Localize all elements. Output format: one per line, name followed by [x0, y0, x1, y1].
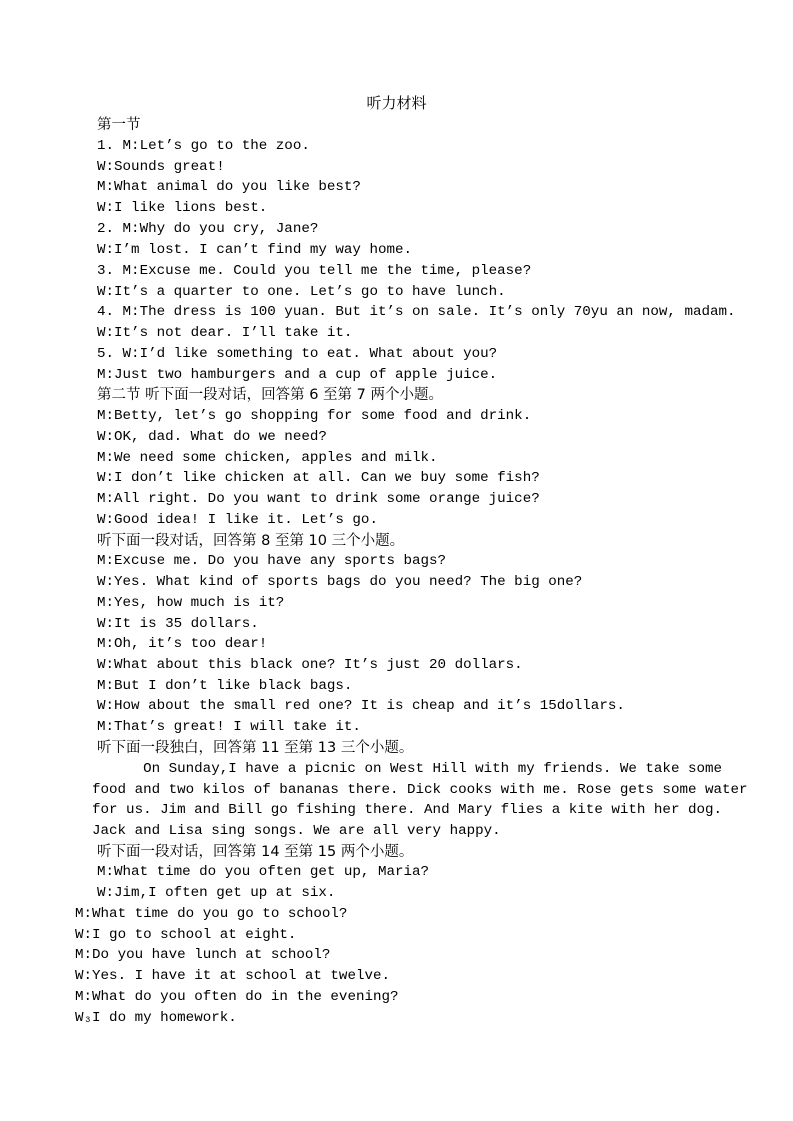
transcript-line: W:What about this black one? It’s just 20 dollars. — [97, 657, 523, 673]
monologue-line: for us. Jim and Bill go fishing there. And Mary flies a kite with her dog. — [92, 802, 723, 818]
transcript-line: W:Good idea! I like it. Let’s go. — [97, 512, 378, 528]
section-heading: 听下面一段对话，回答第 8 至第 10 三个小题。 — [97, 533, 405, 549]
transcript-line: M:What do you often do in the evening? — [75, 989, 399, 1005]
transcript-line: W:It’s a quarter to one. Let’s go to have lunch. — [97, 284, 506, 300]
transcript-line: M:What animal do you like best? — [97, 179, 361, 195]
transcript-line: M:What time do you go to school? — [75, 906, 348, 922]
transcript-line: M:Yes, how much is it? — [97, 595, 285, 611]
section-heading: 第一节 — [97, 117, 141, 133]
transcript-line: 4. M:The dress is 100 yuan. But it’s on sale. It’s only 70yu an now, madam. — [97, 304, 736, 320]
transcript-line: W:Yes. I have it at school at twelve. — [75, 968, 391, 984]
section-heading: 听下面一段对话，回答第 14 至第 15 两个小题。 — [97, 844, 414, 860]
transcript-line: W:I like lions best. — [97, 200, 268, 216]
transcript-line: W:It is 35 dollars. — [97, 616, 259, 632]
document-title: 听力材料 — [366, 94, 427, 112]
transcript-line: W:I go to school at eight. — [75, 927, 297, 943]
transcript-line: 2. M:Why do you cry, Jane? — [97, 221, 319, 237]
transcript-line: W:Yes. What kind of sports bags do you need? The big one? — [97, 574, 583, 590]
section-heading: 第二节 听下面一段对话，回答第 6 至第 7 两个小题。 — [97, 387, 443, 403]
transcript-line: M:That’s great! I will take it. — [97, 719, 361, 735]
transcript-line: M:Betty, let’s go shopping for some food and drink. — [97, 408, 532, 424]
monologue-line: food and two kilos of bananas there. Dick cooks with me. Rose gets some water — [92, 782, 748, 798]
transcript-line: M:Do you have lunch at school? — [75, 947, 331, 963]
transcript-line: W:Jim,I often get up at six. — [97, 885, 336, 901]
transcript-line: 1. M:Let’s go to the zoo. — [97, 138, 310, 154]
transcript-line: 3. M:Excuse me. Could you tell me the time, please? — [97, 263, 532, 279]
transcript-line: W:OK, dad. What do we need? — [97, 429, 327, 445]
transcript-line: W:How about the small red one? It is cheap and it’s 15dollars. — [97, 698, 625, 714]
transcript-line: 5. W:I’d like something to eat. What about you? — [97, 346, 498, 362]
transcript-line: W:I don’t like chicken at all. Can we buy some fish? — [97, 470, 540, 486]
transcript-line: M:But I don’t like black bags. — [97, 678, 353, 694]
transcript-line: M:We need some chicken, apples and milk. — [97, 450, 438, 466]
transcript-line: M:All right. Do you want to drink some orange juice? — [97, 491, 540, 507]
monologue-line: Jack and Lisa sing songs. We are all very happy. — [92, 823, 501, 839]
transcript-line: M:Oh, it’s too dear! — [97, 636, 268, 652]
transcript-line: M:What time do you often get up, Maria? — [97, 864, 430, 880]
transcript-line: W:It’s not dear. I’ll take it. — [97, 325, 353, 341]
section-heading: 听下面一段独白，回答第 11 至第 13 三个小题。 — [97, 740, 414, 756]
transcript-line: W:I’m lost. I can’t find my way home. — [97, 242, 413, 258]
transcript-line: W₃I do my homework. — [75, 1010, 237, 1026]
monologue-line: On Sunday,I have a picnic on West Hill with my friends. We take some — [92, 761, 723, 777]
transcript-line: M:Just two hamburgers and a cup of apple juice. — [97, 367, 498, 383]
transcript-line: W:Sounds great! — [97, 159, 225, 175]
transcript-line: M:Excuse me. Do you have any sports bags? — [97, 553, 447, 569]
